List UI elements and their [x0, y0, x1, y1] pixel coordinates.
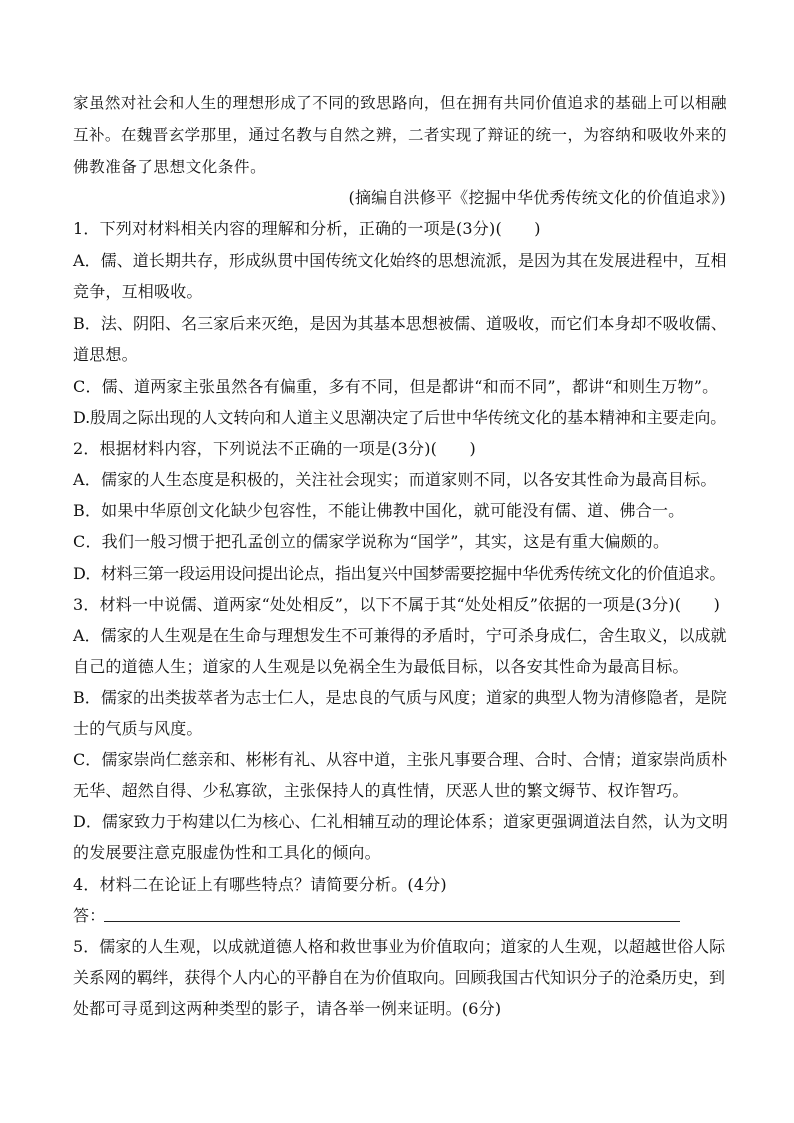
q2-option-b: B．如果中华原创文化缺少包容性，不能让佛教中国化，就可能没有儒、道、佛合一。 [73, 501, 685, 520]
passage-line: 家虽然对社会和人生的理想形成了不同的致思路向，但在拥有共同价值追求的基础上可以相融 [73, 94, 727, 112]
q3-option-d-cont: 的发展要注意克服虚伪性和工具化的倾向。 [73, 843, 381, 862]
q2-option-d: D．材料三第一段运用设问提出论点，指出复兴中国梦需要挖掘中华优秀传统文化的价值追求。 [73, 564, 726, 583]
q3-option-b-cont: 士的气质与风度。 [73, 719, 203, 738]
question-2-stem: 2．根据材料内容，下列说法不正确的一项是(3分)( ) [73, 439, 476, 458]
passage-line: 佛教准备了思想文化条件。 [73, 158, 267, 176]
q1-option-a-cont: 竞争，互相吸收。 [73, 282, 203, 301]
passage-line: 互补。在魏晋玄学那里，通过名教与自然之辨，二者实现了辩证的统一，为容纳和吸收外来的 [73, 126, 727, 144]
question-5-stem: 5．儒家的人生观，以成就道德人格和救世事业为价值取向；道家的人生观，以超越世俗人际 [73, 937, 726, 956]
q3-option-d: D．儒家致力于构建以仁为核心、仁礼相辅互动的理论体系；道家更强调道法自然，认为文明 [73, 812, 728, 831]
answer-label: 答： [73, 906, 106, 925]
answer-blank-line[interactable] [104, 920, 680, 922]
q2-option-c: C．我们一般习惯于把孔孟创立的儒家学说称为“国学”，其实，这是有重大偏颇的。 [73, 532, 670, 551]
q3-option-c: C．儒家崇尚仁慈亲和、彬彬有礼、从容中道，主张凡事要合理、合时、合情；道家崇尚质朴 [73, 750, 728, 769]
passage-source: (摘编自洪修平《挖掘中华优秀传统文化的价值追求》) [348, 188, 726, 207]
q1-option-b: B．法、阴阳、名三家后来灭绝，是因为其基本思想被儒、道吸收，而它们本身却不吸收儒、 [73, 314, 727, 333]
q3-option-a: A．儒家的人生观是在生命与理想发生不可兼得的矛盾时，宁可杀身成仁，舍生取义，以成就 [73, 626, 727, 645]
question-3-stem: 3．材料一中说儒、道两家“处处相反”，以下不属于其“处处相反”依据的一项是(3分)( ) [73, 595, 721, 614]
q1-option-d: D.殷周之际出现的人文转向和人道主义思潮决定了后世中华传统文化的基本精神和主要走向。 [73, 408, 727, 427]
q1-option-c: C．儒、道两家主张虽然各有偏重，多有不同，但是都讲“和而不同”，都讲“和则生万物”。 [73, 377, 719, 396]
q1-option-a: A．儒、道长期共存，形成纵贯中国传统文化始终的思想流派，是因为其在发展进程中，互相 [73, 251, 727, 270]
question-5-stem-cont: 关系网的羁绊，获得个人内心的平静自在为价值取向。回顾我国古代知识分子的沧桑历史，到 [73, 968, 725, 987]
question-1-stem: 1．下列对材料相关内容的理解和分析，正确的一项是(3分)( ) [73, 219, 541, 238]
q3-option-a-cont: 自己的道德人生；道家的人生观是以免祸全生为最低目标，以各安其性命为最高目标。 [73, 657, 689, 676]
q3-option-b: B．儒家的出类拔萃者为志士仁人，是忠良的气质与风度；道家的典型人物为清修隐者，是院 [73, 688, 727, 707]
question-4-stem: 4．材料二在论证上有哪些特点？请简要分析。(4分) [73, 875, 447, 894]
q2-option-a: A．儒家的人生态度是积极的，关注社会现实；而道家则不同，以各安其性命为最高目标。 [73, 470, 717, 489]
q1-option-b-cont: 道思想。 [73, 345, 138, 364]
question-5-stem-cont: 处都可寻觅到这两种类型的影子，请各举一例来证明。(6分) [73, 999, 502, 1018]
q3-option-c-cont: 无华、超然自得、少私寡欲，主张保持人的真性情，厌恶人世的繁文缛节、权诈智巧。 [73, 781, 689, 800]
